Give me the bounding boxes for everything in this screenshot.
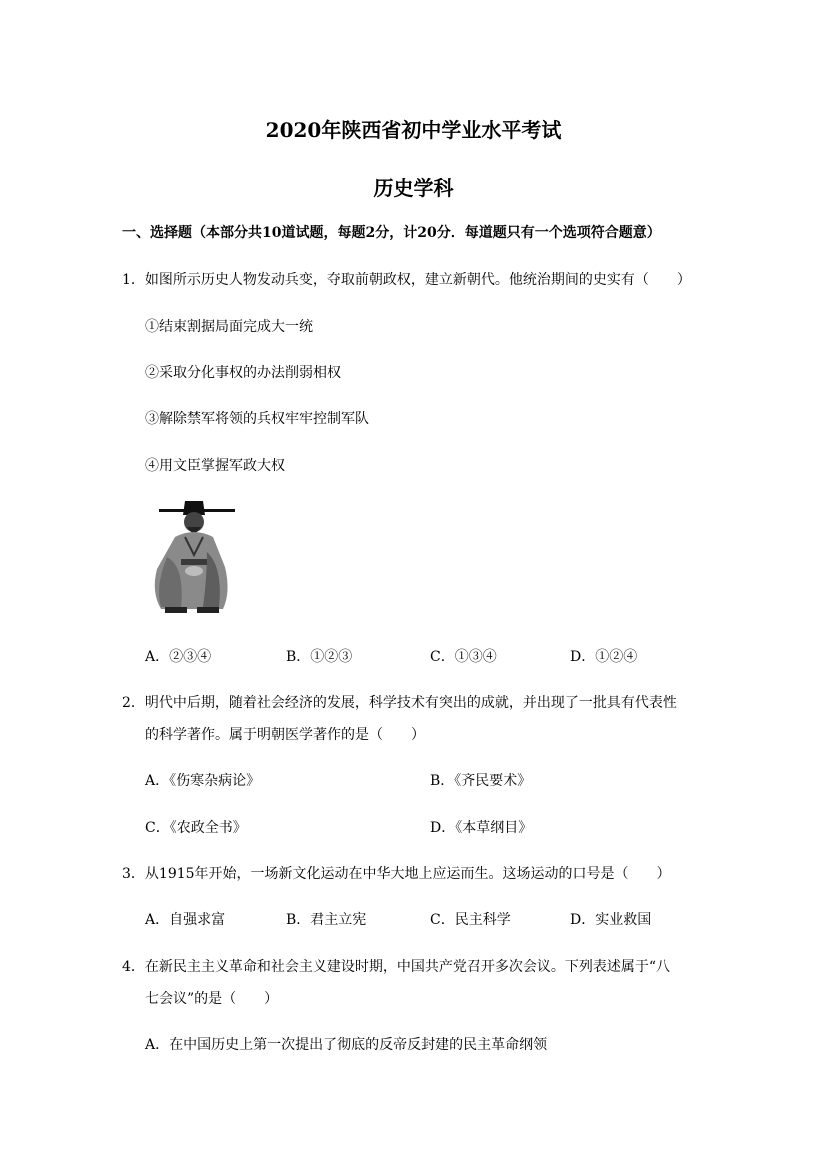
q2-option-a: A．《伤寒杂病论》 [145,773,261,789]
question-3-stem: 3．从1915年开始，一场新文化运动在中华大地上应运而生。这场运动的口号是（ ） [122,866,671,882]
question-4-stem-line-2: 七会议”的是（ ） [145,991,279,1007]
question-2-stem-line-2: 的科学著作。属于明朝医学著作的是（ ） [145,727,425,743]
q1-option-b: B．①②③ [286,649,353,665]
q2-option-c: C．《农政全书》 [145,820,247,836]
q2-option-d: D．《本草纲目》 [430,820,533,836]
q1-statement-1: ①结束割据局面完成大一统 [145,319,313,335]
q1-option-d: D．①②④ [570,649,638,665]
q1-statement-2: ②采取分化事权的办法削弱相权 [145,365,341,381]
q2-option-b: B．《齐民要术》 [430,773,532,789]
section-heading: 一、选择题（本部分共10道试题，每题2分，计20分．每道题只有一个选项符合题意） [122,225,661,241]
hands [185,566,203,576]
q3-option-c: C．民主科学 [430,912,511,928]
emperor-portrait-image [145,497,237,615]
question-1-stem: 1．如图所示历史人物发动兵变，夺取前朝政权，建立新朝代。他统治期间的史实有（ ） [122,272,691,288]
q3-option-b: B．君主立宪 [286,912,367,928]
subject-title: 历史学科 [373,176,454,200]
question-2-stem-line-1: 2．明代中后期，随着社会经济的发展，科学技术有突出的成就，并出现了一批具有代表性 [122,695,677,711]
right-shoe [197,607,219,613]
left-shoe [165,607,187,613]
q3-option-a: A．自强求富 [145,912,226,928]
q1-statement-3: ③解除禁军将领的兵权牢牢控制军队 [145,411,369,427]
exam-title: 2020年陕西省初中学业水平考试 [265,118,562,142]
belt [181,559,207,565]
q4-option-a: A．在中国历史上第一次提出了彻底的反帝反封建的民主革命纲领 [145,1037,548,1053]
q1-option-a: A．②③④ [145,649,212,665]
q3-option-d: D．实业救国 [570,912,652,928]
q1-option-c: C．①③④ [430,649,497,665]
question-4-stem-line-1: 4．在新民主主义革命和社会主义建设时期，中国共产党召开多次会议。下列表述属于“八 [122,959,671,975]
q1-statement-4: ④用文臣掌握军政大权 [145,458,285,474]
